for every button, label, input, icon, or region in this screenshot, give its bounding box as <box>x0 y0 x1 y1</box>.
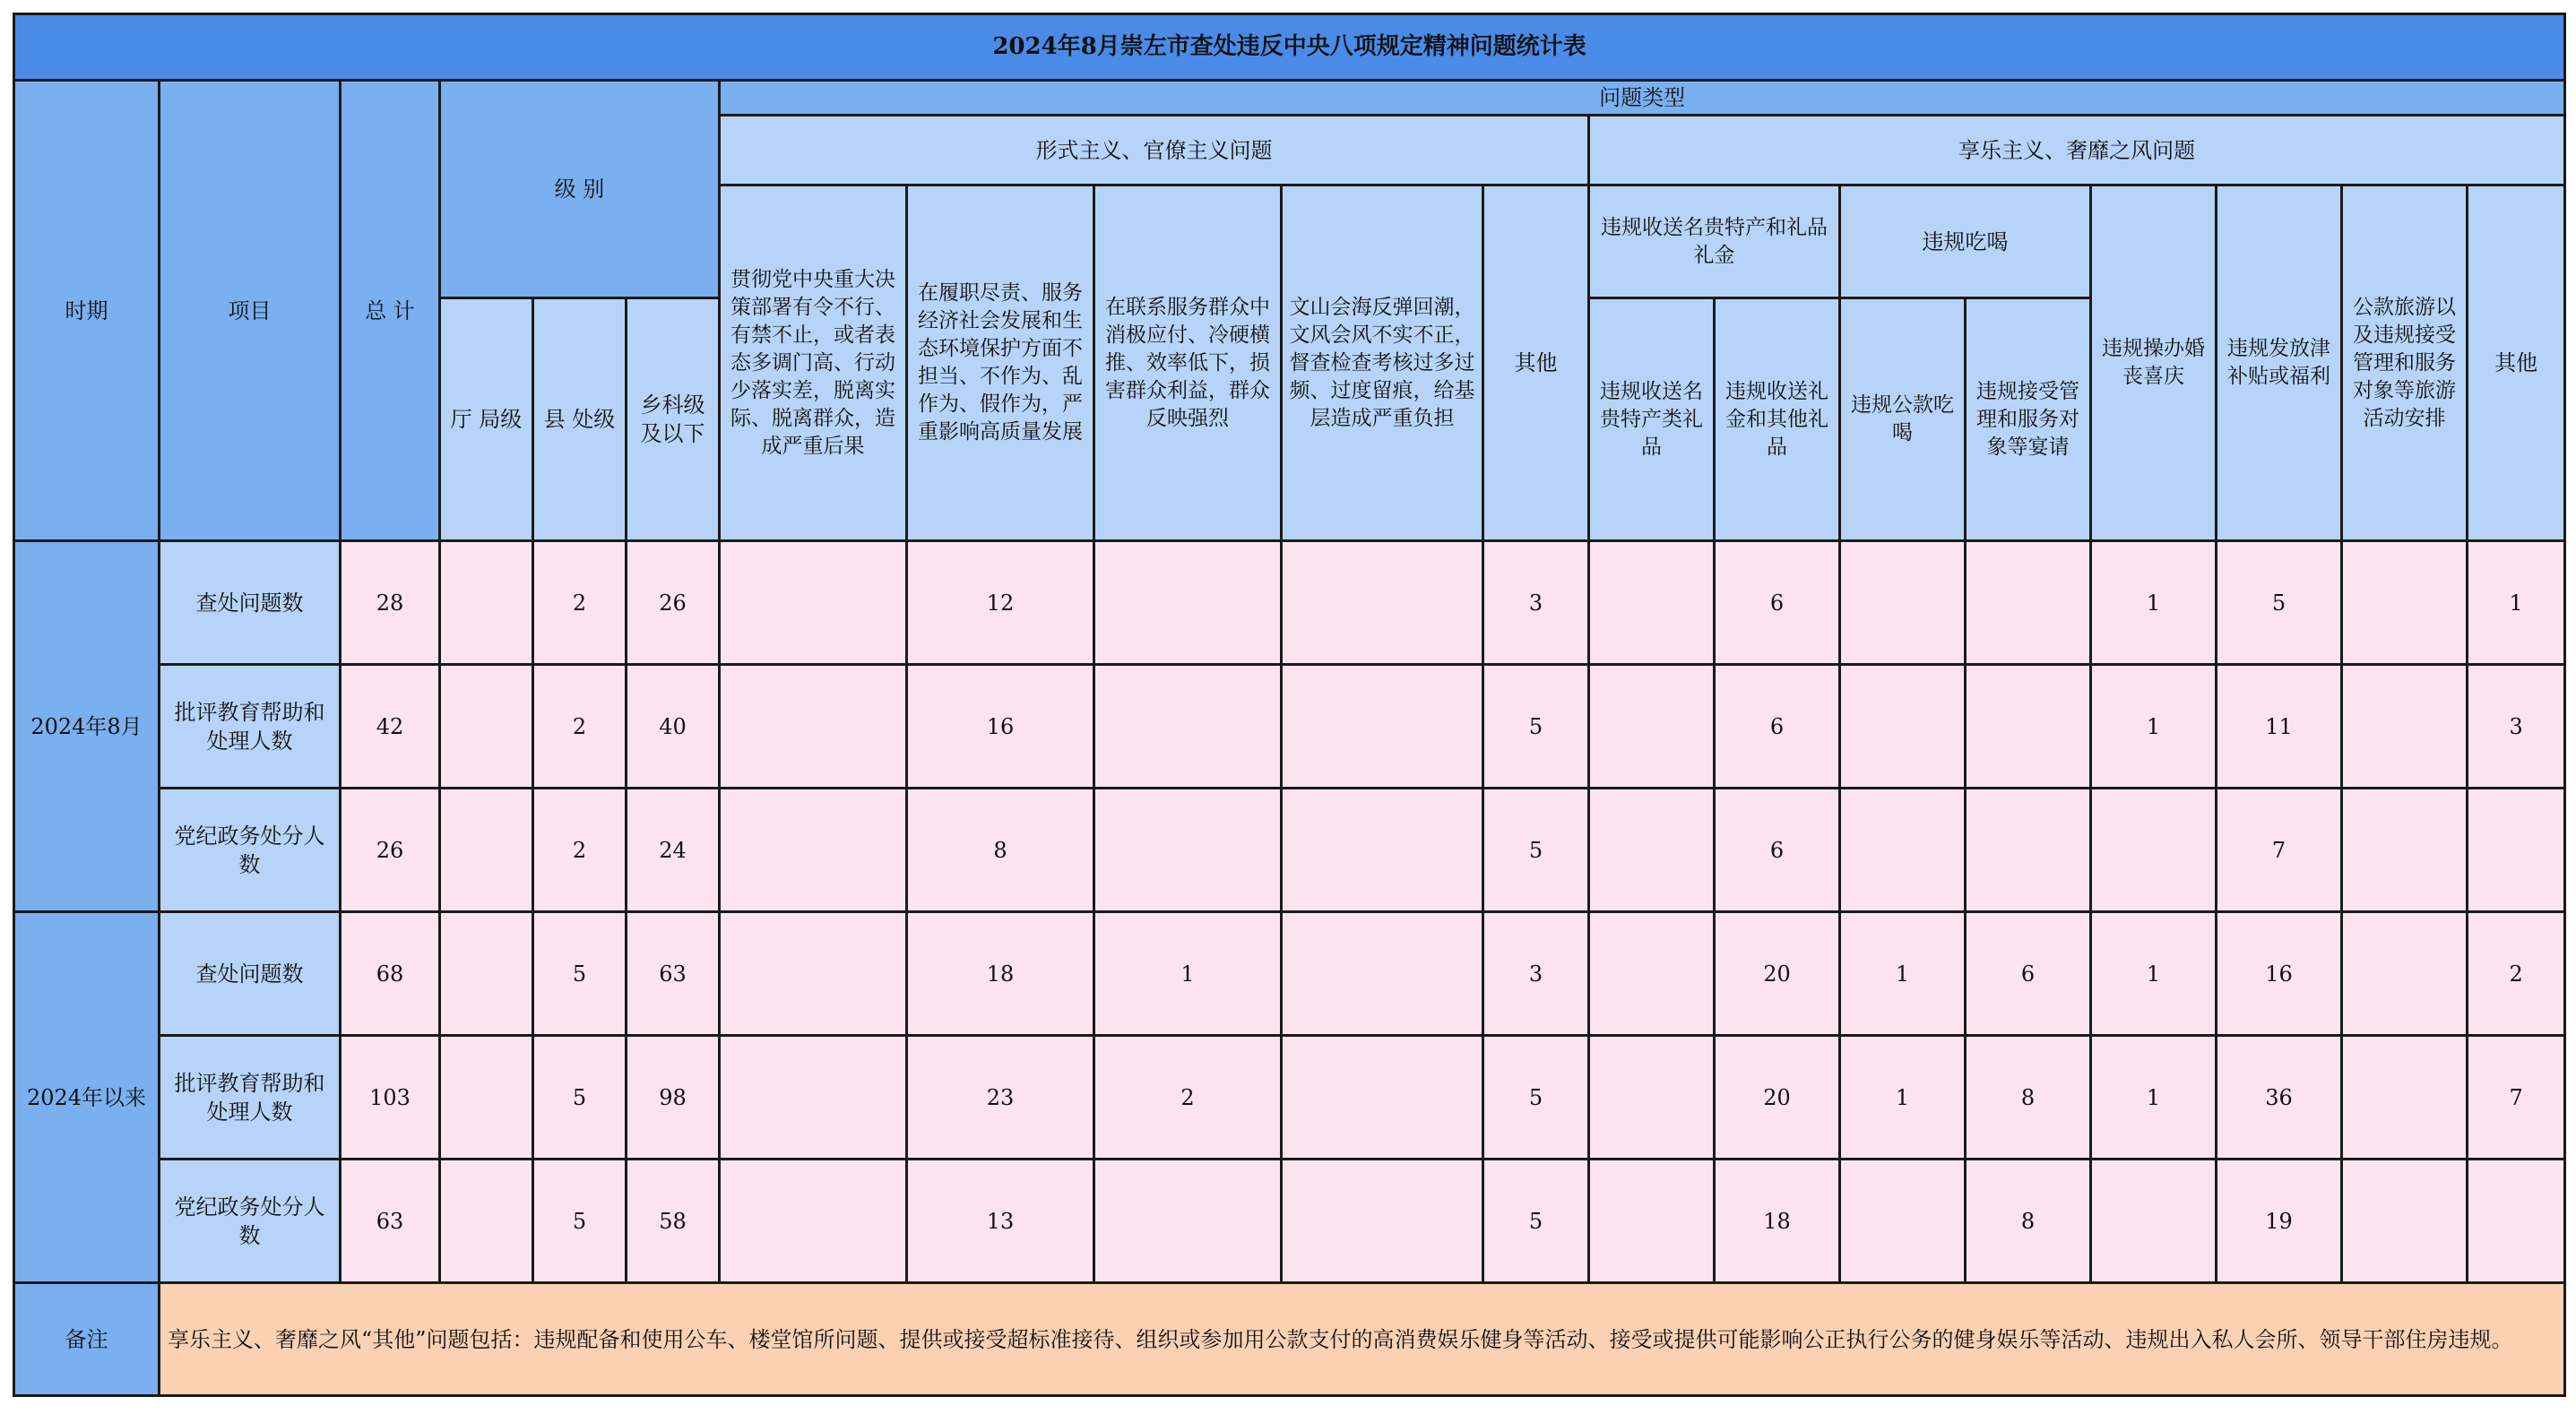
note-text: 享乐主义、奢靡之风“其他”问题包括：违规配备和使用公车、楼堂馆所问题、提供或接受超标准接待、组织或参加用公款支付的高消费娱乐健身等活动、接受或提供可能影响公正执行公务的健身娱乐等活动、违规出入私人会所、领导干部住房违规。 <box>160 1283 2565 1396</box>
table-row <box>14 912 2565 1036</box>
value-cell-subsidy: 16 <box>2217 912 2342 1036</box>
header-formalism-2: 在履职尽责、服务经济社会发展和生态环境保护方面不担当、不作为、乱作为、假作为，严重影响高质量发展 <box>907 185 1094 541</box>
value-cell-gift1 <box>1589 789 1715 912</box>
value-cell-f3: 1 <box>1094 912 1282 1036</box>
value-cell-f-other: 5 <box>1483 665 1589 789</box>
header-wedding: 违规操办婚丧喜庆 <box>2091 185 2217 541</box>
value-cell-xian: 5 <box>533 1036 627 1160</box>
value-cell-f4 <box>1282 789 1483 912</box>
header-period: 时期 <box>14 81 160 541</box>
value-cell-travel <box>2342 912 2468 1036</box>
value-cell-total: 68 <box>341 912 440 1036</box>
value-cell-f1 <box>720 665 907 789</box>
header-item: 项目 <box>160 81 341 541</box>
item-cell: 查处问题数 <box>160 541 341 665</box>
header-gift-2: 违规收送礼金和其他礼品 <box>1715 298 1840 541</box>
value-cell-gift2: 20 <box>1715 1036 1840 1160</box>
value-cell-total: 26 <box>341 789 440 912</box>
header-eat-group: 违规吃喝 <box>1840 185 2091 298</box>
value-cell-travel <box>2342 1036 2468 1160</box>
value-cell-f2: 12 <box>907 541 1094 665</box>
value-cell-f1 <box>720 1036 907 1160</box>
value-cell-ting <box>440 1160 533 1283</box>
table-title: 2024年8月崇左市查处违反中央八项规定精神问题统计表 <box>14 14 2565 81</box>
value-cell-f1 <box>720 1160 907 1283</box>
value-cell-eat1: 1 <box>1840 912 1966 1036</box>
value-cell-wedding: 1 <box>2091 541 2217 665</box>
value-cell-xian: 2 <box>533 789 627 912</box>
value-cell-travel <box>2342 665 2468 789</box>
value-cell-gift1 <box>1589 1036 1715 1160</box>
header-formalism: 形式主义、官僚主义问题 <box>720 116 1589 185</box>
value-cell-f4 <box>1282 665 1483 789</box>
table-row <box>14 1160 2565 1283</box>
value-cell-gift1 <box>1589 665 1715 789</box>
value-cell-f4 <box>1282 912 1483 1036</box>
header-formalism-1: 贯彻党中央重大决策部署有令不行、有禁不止，或者表态多调门高、行动少落实差，脱离实际、脱离群众，造成严重后果 <box>720 185 907 541</box>
value-cell-h-other <box>2468 789 2565 912</box>
header-subsidy: 违规发放津补贴或福利 <box>2217 185 2342 541</box>
value-cell-travel <box>2342 541 2468 665</box>
value-cell-gift2: 6 <box>1715 665 1840 789</box>
value-cell-travel <box>2342 1160 2468 1283</box>
value-cell-xiang: 58 <box>627 1160 720 1283</box>
table-row <box>14 1036 2565 1160</box>
value-cell-total: 103 <box>341 1036 440 1160</box>
header-travel: 公款旅游以及违规接受管理和服务对象等旅游活动安排 <box>2342 185 2468 541</box>
period-cell: 2024年8月 <box>14 541 160 912</box>
value-cell-eat1 <box>1840 541 1966 665</box>
value-cell-f3 <box>1094 1160 1282 1283</box>
value-cell-h-other: 1 <box>2468 541 2565 665</box>
value-cell-gift2: 18 <box>1715 1160 1840 1283</box>
value-cell-eat2 <box>1966 541 2091 665</box>
value-cell-f3 <box>1094 789 1282 912</box>
header-gift-1: 违规收送名贵特产类礼品 <box>1589 298 1715 541</box>
value-cell-gift2: 6 <box>1715 789 1840 912</box>
value-cell-f-other: 5 <box>1483 789 1589 912</box>
value-cell-h-other: 7 <box>2468 1036 2565 1160</box>
value-cell-wedding <box>2091 1160 2217 1283</box>
header-eat-2: 违规接受管理和服务对象等宴请 <box>1966 298 2091 541</box>
value-cell-wedding: 1 <box>2091 1036 2217 1160</box>
value-cell-eat2: 6 <box>1966 912 2091 1036</box>
table-row <box>14 789 2565 912</box>
value-cell-subsidy: 36 <box>2217 1036 2342 1160</box>
value-cell-eat1 <box>1840 1160 1966 1283</box>
value-cell-h-other: 3 <box>2468 665 2565 789</box>
value-cell-xiang: 63 <box>627 912 720 1036</box>
header-formalism-4: 文山会海反弹回潮，文风会风不实不正，督查检查考核过多过频、过度留痕，给基层造成严重负担 <box>1282 185 1483 541</box>
header-eat-1: 违规公款吃喝 <box>1840 298 1966 541</box>
value-cell-f2: 16 <box>907 665 1094 789</box>
value-cell-xiang: 40 <box>627 665 720 789</box>
value-cell-xiang: 26 <box>627 541 720 665</box>
value-cell-h-other: 2 <box>2468 912 2565 1036</box>
value-cell-f2: 23 <box>907 1036 1094 1160</box>
value-cell-f-other: 5 <box>1483 1160 1589 1283</box>
header-total: 总 计 <box>341 81 440 541</box>
value-cell-f3 <box>1094 665 1282 789</box>
item-cell: 查处问题数 <box>160 912 341 1036</box>
header-level: 级 别 <box>440 81 720 298</box>
value-cell-travel <box>2342 789 2468 912</box>
value-cell-ting <box>440 789 533 912</box>
statistics-table <box>13 13 2566 1397</box>
value-cell-total: 63 <box>341 1160 440 1283</box>
header-hedonism-other: 其他 <box>2468 185 2565 541</box>
value-cell-xian: 2 <box>533 665 627 789</box>
value-cell-gift2: 6 <box>1715 541 1840 665</box>
header-hedonism: 享乐主义、奢靡之风问题 <box>1589 116 2565 185</box>
value-cell-ting <box>440 665 533 789</box>
period-cell: 2024年以来 <box>14 912 160 1283</box>
value-cell-total: 28 <box>341 541 440 665</box>
value-cell-wedding: 1 <box>2091 912 2217 1036</box>
item-cell: 党纪政务处分人数 <box>160 1160 341 1283</box>
value-cell-f-other: 5 <box>1483 1036 1589 1160</box>
value-cell-eat1 <box>1840 665 1966 789</box>
value-cell-ting <box>440 541 533 665</box>
value-cell-xiang: 98 <box>627 1036 720 1160</box>
value-cell-f2: 13 <box>907 1160 1094 1283</box>
value-cell-f3 <box>1094 541 1282 665</box>
note-label: 备注 <box>14 1283 160 1396</box>
value-cell-subsidy: 7 <box>2217 789 2342 912</box>
value-cell-eat2: 8 <box>1966 1160 2091 1283</box>
item-cell: 批评教育帮助和处理人数 <box>160 1036 341 1160</box>
value-cell-f-other: 3 <box>1483 541 1589 665</box>
value-cell-xian: 2 <box>533 541 627 665</box>
value-cell-f1 <box>720 541 907 665</box>
value-cell-eat1: 1 <box>1840 1036 1966 1160</box>
header-formalism-other: 其他 <box>1483 185 1589 541</box>
value-cell-eat2: 8 <box>1966 1036 2091 1160</box>
value-cell-f1 <box>720 789 907 912</box>
header-level-xiang: 乡科级及以下 <box>627 298 720 541</box>
value-cell-subsidy: 19 <box>2217 1160 2342 1283</box>
value-cell-wedding: 1 <box>2091 665 2217 789</box>
value-cell-subsidy: 5 <box>2217 541 2342 665</box>
value-cell-subsidy: 11 <box>2217 665 2342 789</box>
value-cell-xian: 5 <box>533 1160 627 1283</box>
value-cell-f2: 18 <box>907 912 1094 1036</box>
value-cell-gift1 <box>1589 541 1715 665</box>
value-cell-f3: 2 <box>1094 1036 1282 1160</box>
table-row <box>14 665 2565 789</box>
value-cell-f4 <box>1282 541 1483 665</box>
value-cell-f4 <box>1282 1036 1483 1160</box>
value-cell-ting <box>440 912 533 1036</box>
header-level-ting: 厅 局级 <box>440 298 533 541</box>
value-cell-gift1 <box>1589 912 1715 1036</box>
header-formalism-3: 在联系服务群众中消极应付、冷硬横推、效率低下，损害群众利益，群众反映强烈 <box>1094 185 1282 541</box>
value-cell-gift1 <box>1589 1160 1715 1283</box>
value-cell-f-other: 3 <box>1483 912 1589 1036</box>
value-cell-f4 <box>1282 1160 1483 1283</box>
value-cell-h-other <box>2468 1160 2565 1283</box>
value-cell-ting <box>440 1036 533 1160</box>
value-cell-gift2: 20 <box>1715 912 1840 1036</box>
value-cell-xiang: 24 <box>627 789 720 912</box>
table-row <box>14 541 2565 665</box>
value-cell-f2: 8 <box>907 789 1094 912</box>
value-cell-f1 <box>720 912 907 1036</box>
value-cell-eat2 <box>1966 789 2091 912</box>
value-cell-xian: 5 <box>533 912 627 1036</box>
header-problem-type: 问题类型 <box>720 81 2565 116</box>
item-cell: 批评教育帮助和处理人数 <box>160 665 341 789</box>
value-cell-wedding <box>2091 789 2217 912</box>
header-gift-group: 违规收送名贵特产和礼品礼金 <box>1589 185 1840 298</box>
header-level-xian: 县 处级 <box>533 298 627 541</box>
value-cell-eat1 <box>1840 789 1966 912</box>
item-cell: 党纪政务处分人数 <box>160 789 341 912</box>
value-cell-eat2 <box>1966 665 2091 789</box>
value-cell-total: 42 <box>341 665 440 789</box>
statistics-sheet <box>13 13 2566 1397</box>
